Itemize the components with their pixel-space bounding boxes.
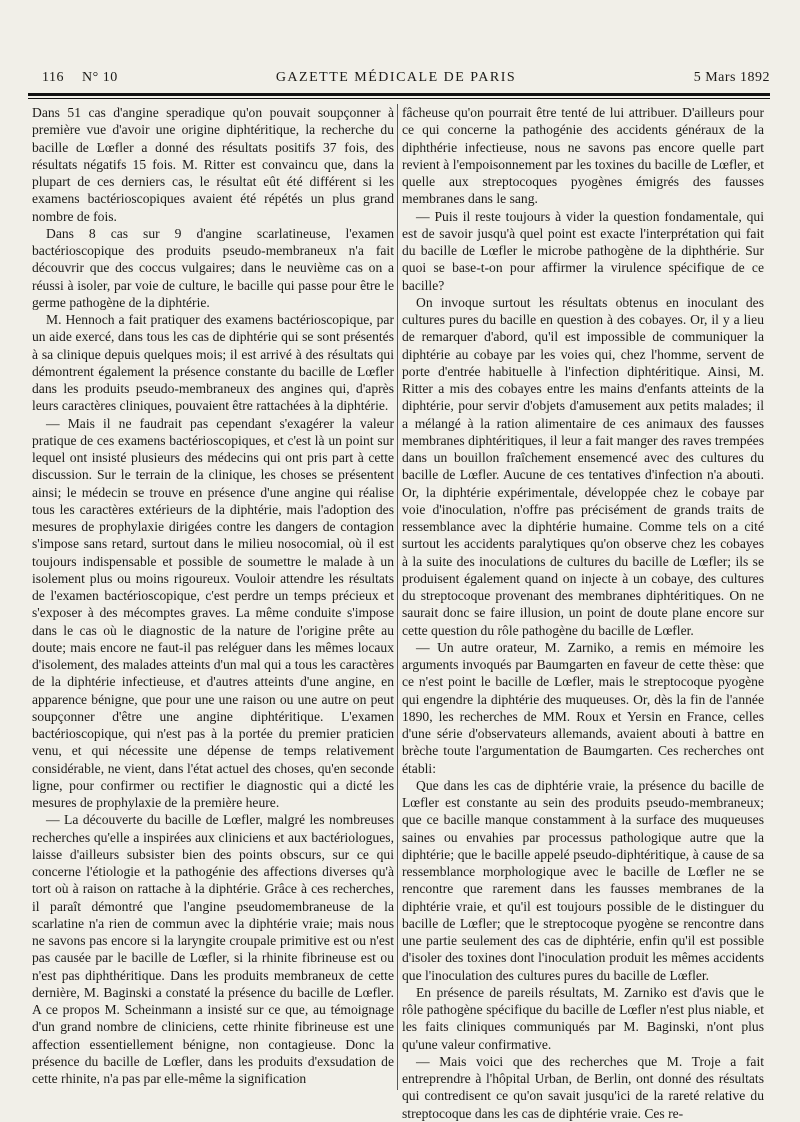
running-header: [20, 64, 772, 92]
paragraph: — Puis il reste toujours à vider la question fondamentale, qui est de savoir jusqu'à quel point est exacte l'interprétation qui fait du bacille de Lœfler le microbe pathogène de la diphthérie. Sur quoi se base-t-on pour affirmer la virulence spécifique de ce bacille?: [402, 208, 764, 293]
page-number: 116: [42, 70, 64, 85]
issue-date: 5 Mars 1892: [693, 70, 770, 85]
right-column: [402, 104, 764, 1121]
paragraph: Dans 8 cas sur 9 d'angine scarlatineuse, l'examen bactérioscopique des produits pseudo-membraneux n'a fait découvrir que des coccus vulgaires; dans le neuvième cas on a réussi à isoler, par voie de culture, le bacille qui passe pour être le germe pathogène de la diphtérie.: [32, 225, 394, 310]
issue-number: N° 10: [82, 70, 118, 85]
paragraph: — Un autre orateur, M. Zarniko, a remis en mémoire les arguments invoqués par Baumgarten en faveur de cette thèse: que ce n'est point le bacille de Lœfler, mais le streptocoque pyogène qui engendre la diphtérie des muqueuses. Or, dès la fin de l'année 1890, les recherches de MM. Roux et Yersin en France, celles d'une série d'observateurs allemands, avaient abouti à battre en brèche toute l'argumentation de Baumgarten. Ces recherches ont établi:: [402, 639, 764, 776]
header-rule: [28, 93, 770, 99]
paragraph: Dans 51 cas d'angine speradique qu'on pouvait soupçonner à première vue d'avoir une origine diphtéritique, la recherche du bacille de Lœfler a donné des résultats positifs 37 fois, des résultats négatifs 15 fois. M. Ritter est convaincu que, dans la plupart de ces derniers cas, le résultat eût été différent si les examens bactérioscopiques avaient été répétés un plus grand nombre de fois.: [32, 105, 394, 224]
column-divider: [397, 104, 398, 1090]
paragraph: M. Hennoch a fait pratiquer des examens bactérioscopique, par un aide exercé, dans tous les cas de diphtérie qui se sont présentés à sa clinique depuis quelques mois; il est arrivé à des résultats qui démontrent également la présence constante du bacille de Lœfler dans les produits pseudo-membraneux des angines qui, d'après leurs caractères cliniques, pouvaient être rattachées à la diphtérie.: [32, 312, 394, 414]
paragraph: — La découverte du bacille de Lœfler, malgré les nombreuses recherches qu'elle a inspirées aux cliniciens et aux bactériologues, laisse d'ailleurs subsister bien des points obscurs, sur ce qui concerne l'étiologie et la pathogénie des affections diverses qu'à tort où à raison on rattache à la diphtérie. Grâce à ces recherches, il paraît démontré que l'angine pseudomembraneuse de la scarlatine n'a rien de commun avec la diphtérie vraie; mais nous ne savons pas encore si la laryngite croupale primitive est ou n'est pas causée par le bacille de Lœfler, si la rhinite fibrineuse est ou n'est pas diphthéritique. Dans les produits membraneux de cette dernière, M. Baginski a constaté la présence du bacille de Lœfler. A ce propos M. Scheinmann a insisté sur ce que, au témoignage d'un grand nombre de cliniciens, cette rhinite fibrineuse est une affection essentiellement bénigne, non contagieuse. Donc la présence du bacille de Lœfler, dans les produits d'exsudation de cette rhinite, n'a pas par elle-même la signification: [32, 812, 394, 1086]
paragraph: — Mais voici que des recherches que M. Troje a fait entreprendre à l'hôpital Urban, de Berlin, ont donné des résultats qui contredisent ce qu'on savait jusqu'ici de la rareté relative du streptocoque dans les cas de diphtérie vraie. Ces re-: [402, 1053, 764, 1121]
paragraph: fâcheuse qu'on pourrait être tenté de lui attribuer. D'ailleurs pour ce qui concerne la pathogénie des accidents généraux de la diphthérie infectieuse, nous ne savons pas encore quelle part revient à l'empoisonnement par les toxines du bacille de Lœfler, et quelle aux streptocoques pyogènes émigrés des fausses membranes dans le sang.: [402, 105, 764, 207]
left-column: [32, 104, 394, 1094]
paragraph: En présence de pareils résultats, M. Zarniko est d'avis que le rôle pathogène spécifique du bacille de Lœfler n'est plus niable, et les faits cliniques communiqués par M. Baginski, n'ont plus qu'une valeur confirmative.: [402, 984, 764, 1052]
paragraph: — Mais il ne faudrait pas cependant s'exagérer la valeur pratique de ces examens bactérioscopiques, et c'est là un point sur lequel ont insisté plusieurs des médecins qui ont pris part à cette discussion. Sur le terrain de la clinique, les choses se présentent ainsi; le médecin se trouve en présence d'une angine qui réalise tous les caractères extérieurs de la diphtérie, mais l'adoption des mesures de prophylaxie dirigées contre les dangers de contagion s'impose sans retard, surtout dans le milieu nosocomial, où il est toujours indispensable et possible de soumettre le malade à un isolement plus ou moins rigoureux. Vouloir attendre les résultats de l'examen bactérioscopique, c'est perdre un temps précieux et s'exposer à des mécomptes graves. La même conduite s'impose dans le cas où le diagnostic de la nature de l'origine prête au doute; mais encore ne faut-il pas reléguer dans les mêmes locaux d'isolement, des malades atteints d'un mal qui a tous les caractères de la diphtérie infectieuse, et d'autres atteints d'une angine, en apparence bénigne, que pour une une raison ou une autre on peut soupçonner d'être une angine diphtéritique. L'examen bactérioscopique, qui n'est pas à la portée du premier praticien venu, et qui nécessite une dépense de temps relativement considérable, ne vient, dans l'état actuel des choses, qu'en seconde ligne, pour confirmer ou rectifier le diagnostic qui a dicté les mesures de prophylaxie de la première heure.: [32, 415, 394, 810]
paragraph: On invoque surtout les résultats obtenus en inoculant des cultures pures du bacille en question à des cobayes. Or, il y a lieu de remarquer d'abord, qu'il est impossible de communiquer la diphtérie au cobaye par les voies qui, chez l'homme, servent de porte d'entrée habituelle à l'infection diphtéritique. Ainsi, M. Ritter a mis des cobayes entre les mains d'enfants atteints de la diphtérie, pour servir d'objets d'amusement aux petits malades; il a mélangé à la ration alimentaire de ces animaux des fausses membranes diphtéritiques, il leur a fait manger des raves trempées dans un bouillon fraîchement ensemencé avec des cultures du bacille de Lœfler. Aucune de ces tentatives d'infection n'a abouti. Or, la diphtérie expérimentale, développée chez le cobaye par voie d'inoculation, n'offre pas précisément de grands traits de ressemblance avec la diphtérie humaine. Comme tels on a cité surtout les accidents paralytiques qu'on observe chez les cobayes à la suite des inoculations de cultures du bacille de Lœfler; ils se produisent également quand on injecte à un cobaye, des cultures du streptocoque provenant des membranes diphtéritiques. On ne saurait donc se faire illusion, un point de doute plane encore sur cette question du rôle pathogène du bacille de Lœfler.: [402, 294, 764, 638]
paragraph: Que dans les cas de diphtérie vraie, la présence du bacille de Lœfler est constante au sein des produits pseudo-membraneux; que ce bacille manque constamment à la surface des muqueuses saines ou envahies par processus pathologique autre que la diphtérie; que le bacille appelé pseudo-diphtéritique, à cause de sa ressemblance morphologique avec le bacille de Lœfler ne se rencontre que rarement dans les fausses membranes de la diphtérie vraie, et qu'il est toujours possible de le distinguer du bacille de Lœfler; que le streptocoque pyogène se rencontre dans une partie seulement des cas de diphtérie, enfin qu'il est possible d'isoler des toxines dont l'inoculation produit les mêmes accidents que l'inoculation des cultures pures du bacille de Lœfler.: [402, 777, 764, 983]
journal-title: GAZETTE MÉDICALE DE PARIS: [275, 70, 517, 85]
